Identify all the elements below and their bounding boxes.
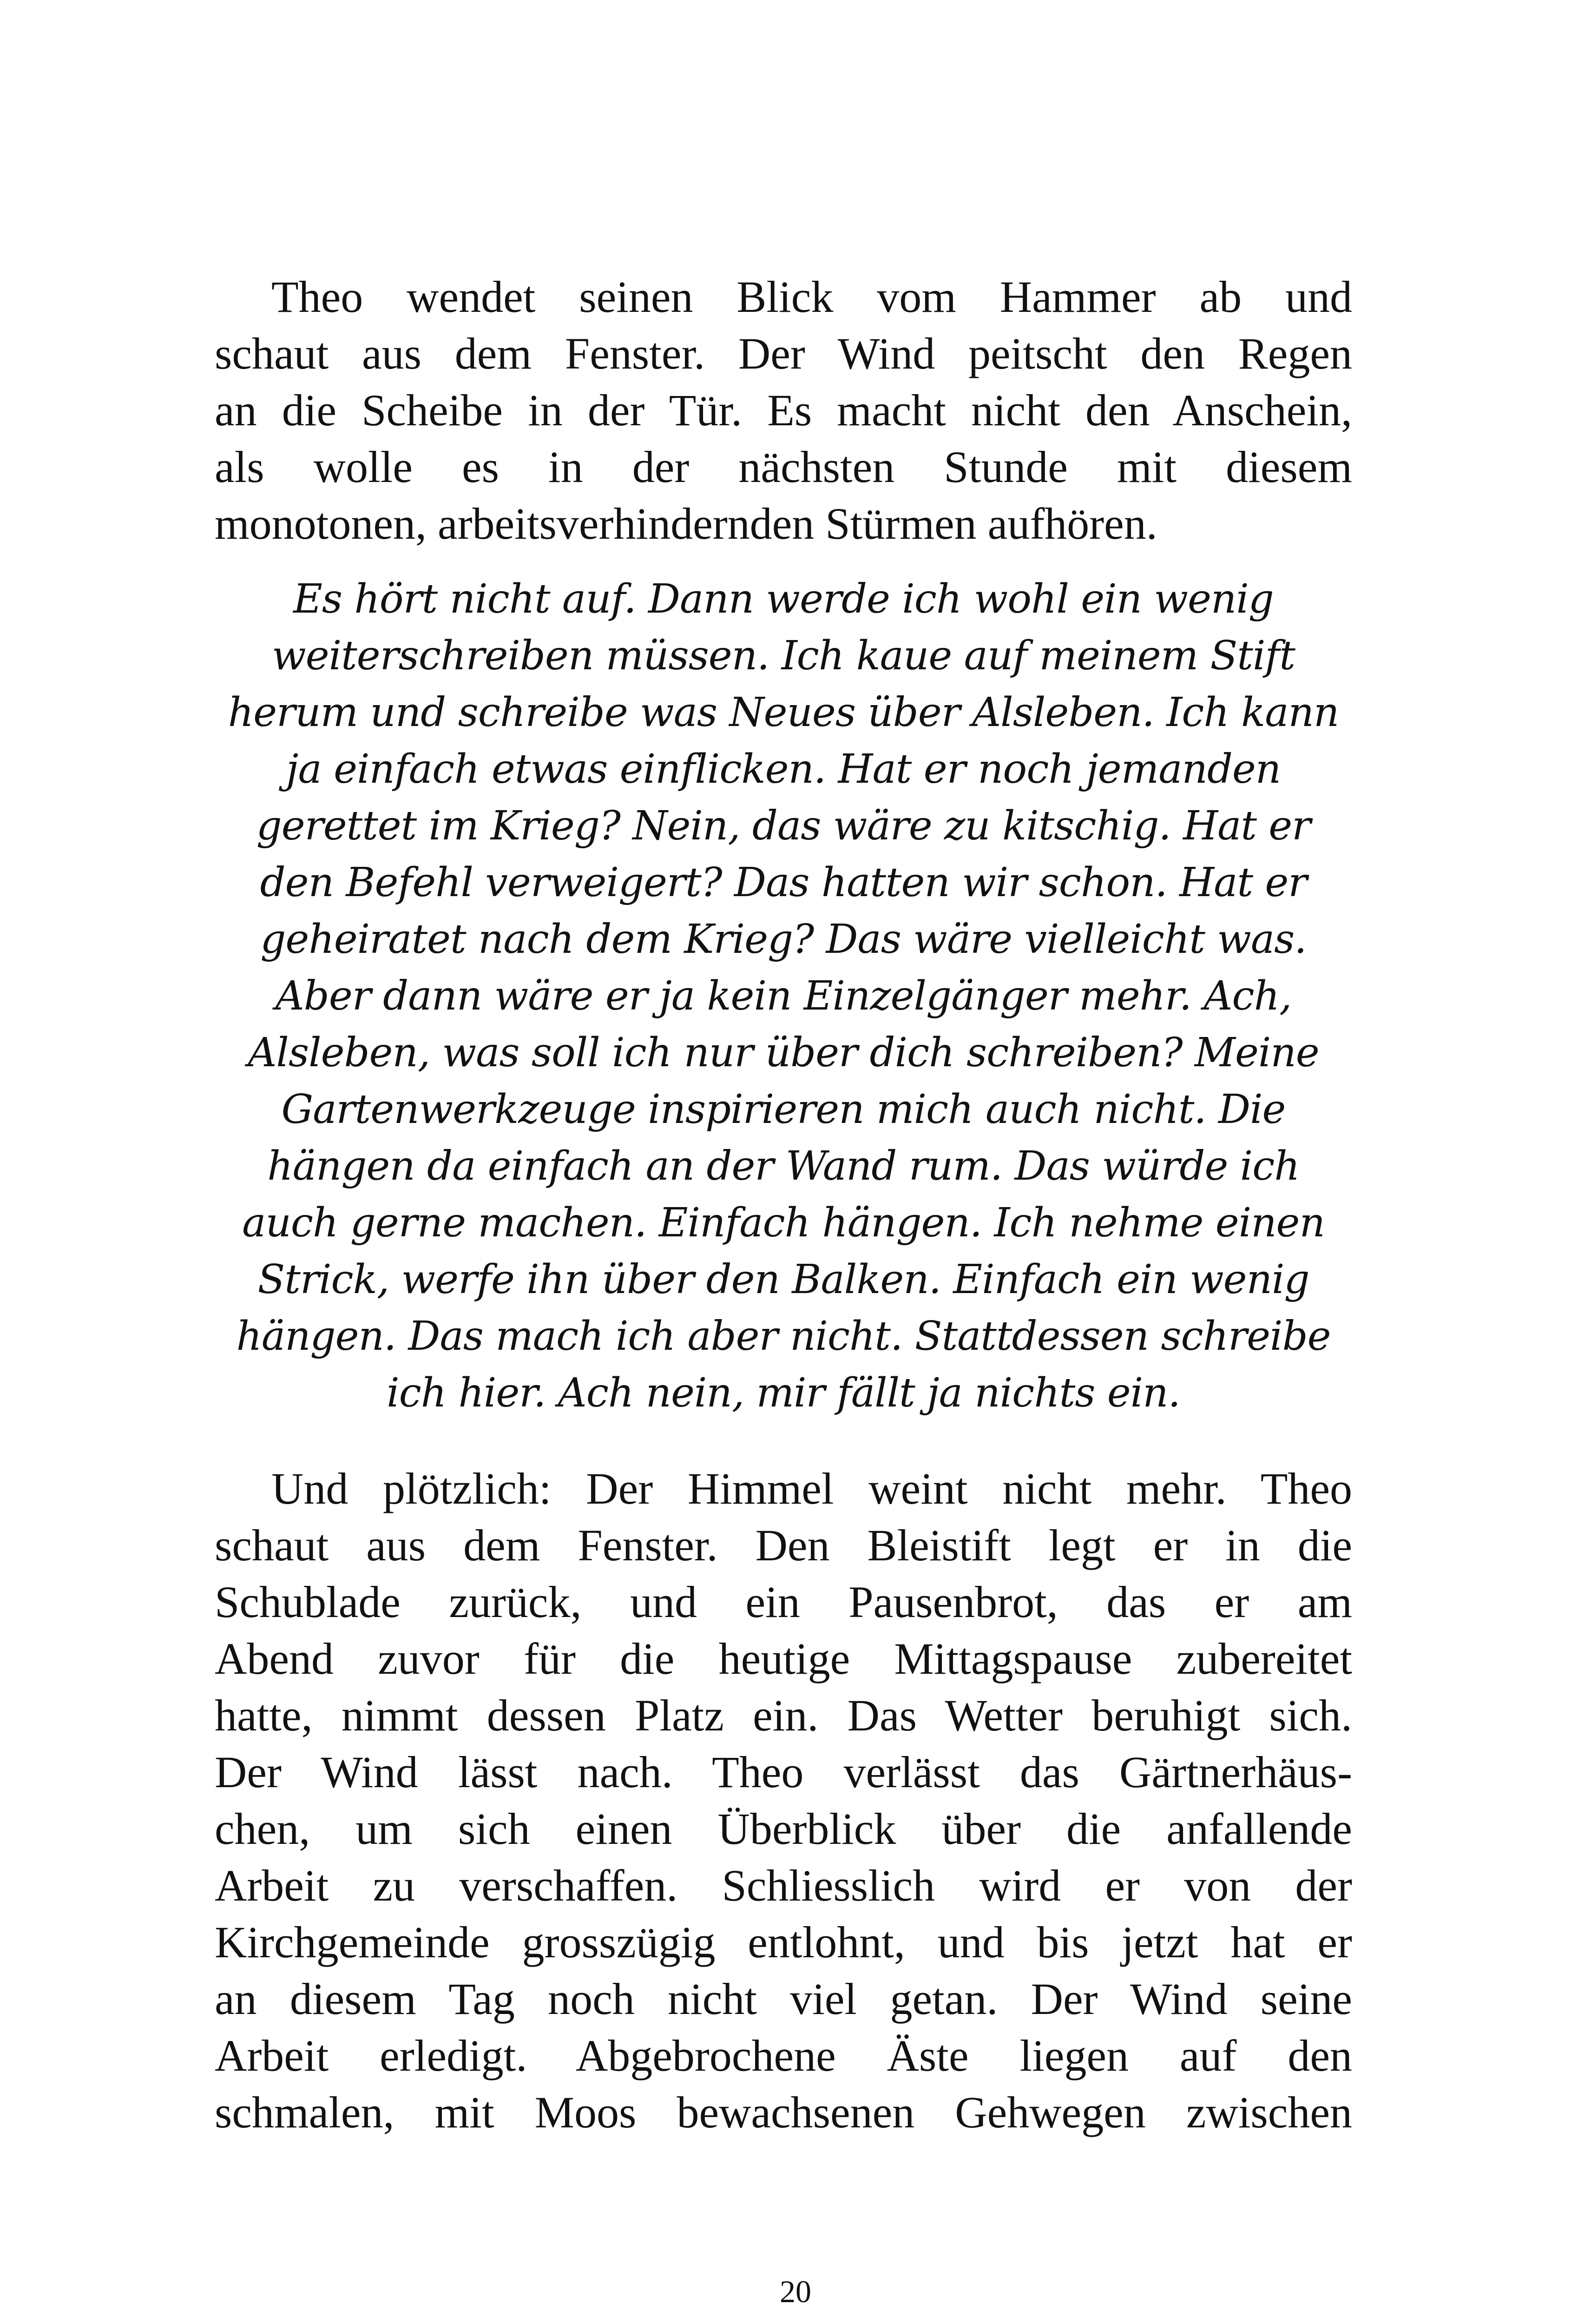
- diary-line: Aber dann wäre er ja kein Einzelgänger mehr. Ach,: [275, 973, 1292, 1019]
- text-line: schmalen, mit Moos bewachsenen Gehwegen zwischen: [215, 2087, 1352, 2137]
- diary-line: Alsleben, was soll ich nur über dich schreiben? Meine: [248, 1030, 1319, 1076]
- italic-diary-entry: [215, 571, 1352, 1421]
- diary-line: den Befehl verweigert? Das hatten wir schon. Hat er: [260, 859, 1307, 906]
- diary-line: weiterschreiben müssen. Ich kaue auf meinem Stift: [272, 633, 1295, 679]
- diary-line: Gartenwerkzeuge inspirieren mich auch nicht. Die: [281, 1086, 1286, 1133]
- diary-line: Strick, werfe ihn über den Balken. Einfach ein wenig: [257, 1256, 1309, 1303]
- text-line: schaut aus dem Fenster. Den Bleistift legt er in die: [215, 1520, 1352, 1570]
- text-line: schaut aus dem Fenster. Der Wind peitscht den Regen: [215, 329, 1352, 378]
- diary-line: ja einfach etwas einflicken. Hat er noch jemanden: [286, 746, 1281, 792]
- text-line: Abend zuvor für die heutige Mittagspause zubereitet: [215, 1634, 1352, 1684]
- diary-line: geheiratet nach dem Krieg? Das wäre vielleicht was.: [260, 916, 1307, 963]
- diary-line: auch gerne machen. Einfach hängen. Ich nehme einen: [242, 1200, 1325, 1246]
- text-line: Arbeit erledigt. Abgebrochene Äste liegen auf den: [215, 2031, 1352, 2080]
- text-line: Schublade zurück, und ein Pausenbrot, das er am: [215, 1577, 1352, 1627]
- text-line: Arbeit zu verschaffen. Schliesslich wird er von der: [215, 1861, 1352, 1910]
- text-line: monotonen, arbeitsverhindernden Stürmen aufhören.: [215, 499, 1157, 548]
- paragraph-narrative-2: [215, 1460, 1352, 2141]
- text-line: hatte, nimmt dessen Platz ein. Das Wetter beruhigt sich.: [215, 1690, 1352, 1740]
- text-line: Und plötzlich: Der Himmel weint nicht mehr. Theo: [271, 1464, 1352, 1513]
- text-line: chen, um sich einen Überblick über die anfallende: [215, 1804, 1352, 1854]
- diary-line: herum und schreibe was Neues über Alsleben. Ich kann: [228, 689, 1339, 736]
- text-line: Kirchgemeinde grosszügig entlohnt, und bis jetzt hat er: [215, 1917, 1352, 1967]
- text-line: Der Wind lässt nach. Theo verlässt das Gärtnerhäus-: [215, 1747, 1352, 1797]
- text-line: Theo wendet seinen Blick vom Hammer ab und: [271, 272, 1352, 322]
- page-number: 20: [780, 2274, 811, 2309]
- text-line: an diesem Tag noch nicht viel getan. Der Wind seine: [215, 1974, 1352, 2024]
- diary-line: hängen. Das mach ich aber nicht. Stattdessen schreibe: [236, 1313, 1331, 1360]
- text-line: an die Scheibe in der Tür. Es macht nicht den Anschein,: [215, 385, 1352, 435]
- paragraph-narrative-1: [215, 269, 1352, 552]
- diary-line: Es hört nicht auf. Dann werde ich wohl ein wenig: [293, 576, 1274, 622]
- diary-line: ich hier. Ach nein, mir fällt ja nichts ein.: [387, 1370, 1180, 1416]
- diary-line: gerettet im Krieg? Nein, das wäre zu kitschig. Hat er: [256, 803, 1311, 849]
- diary-line: hängen da einfach an der Wand rum. Das würde ich: [267, 1143, 1300, 1189]
- text-line: als wolle es in der nächsten Stunde mit diesem: [215, 442, 1352, 492]
